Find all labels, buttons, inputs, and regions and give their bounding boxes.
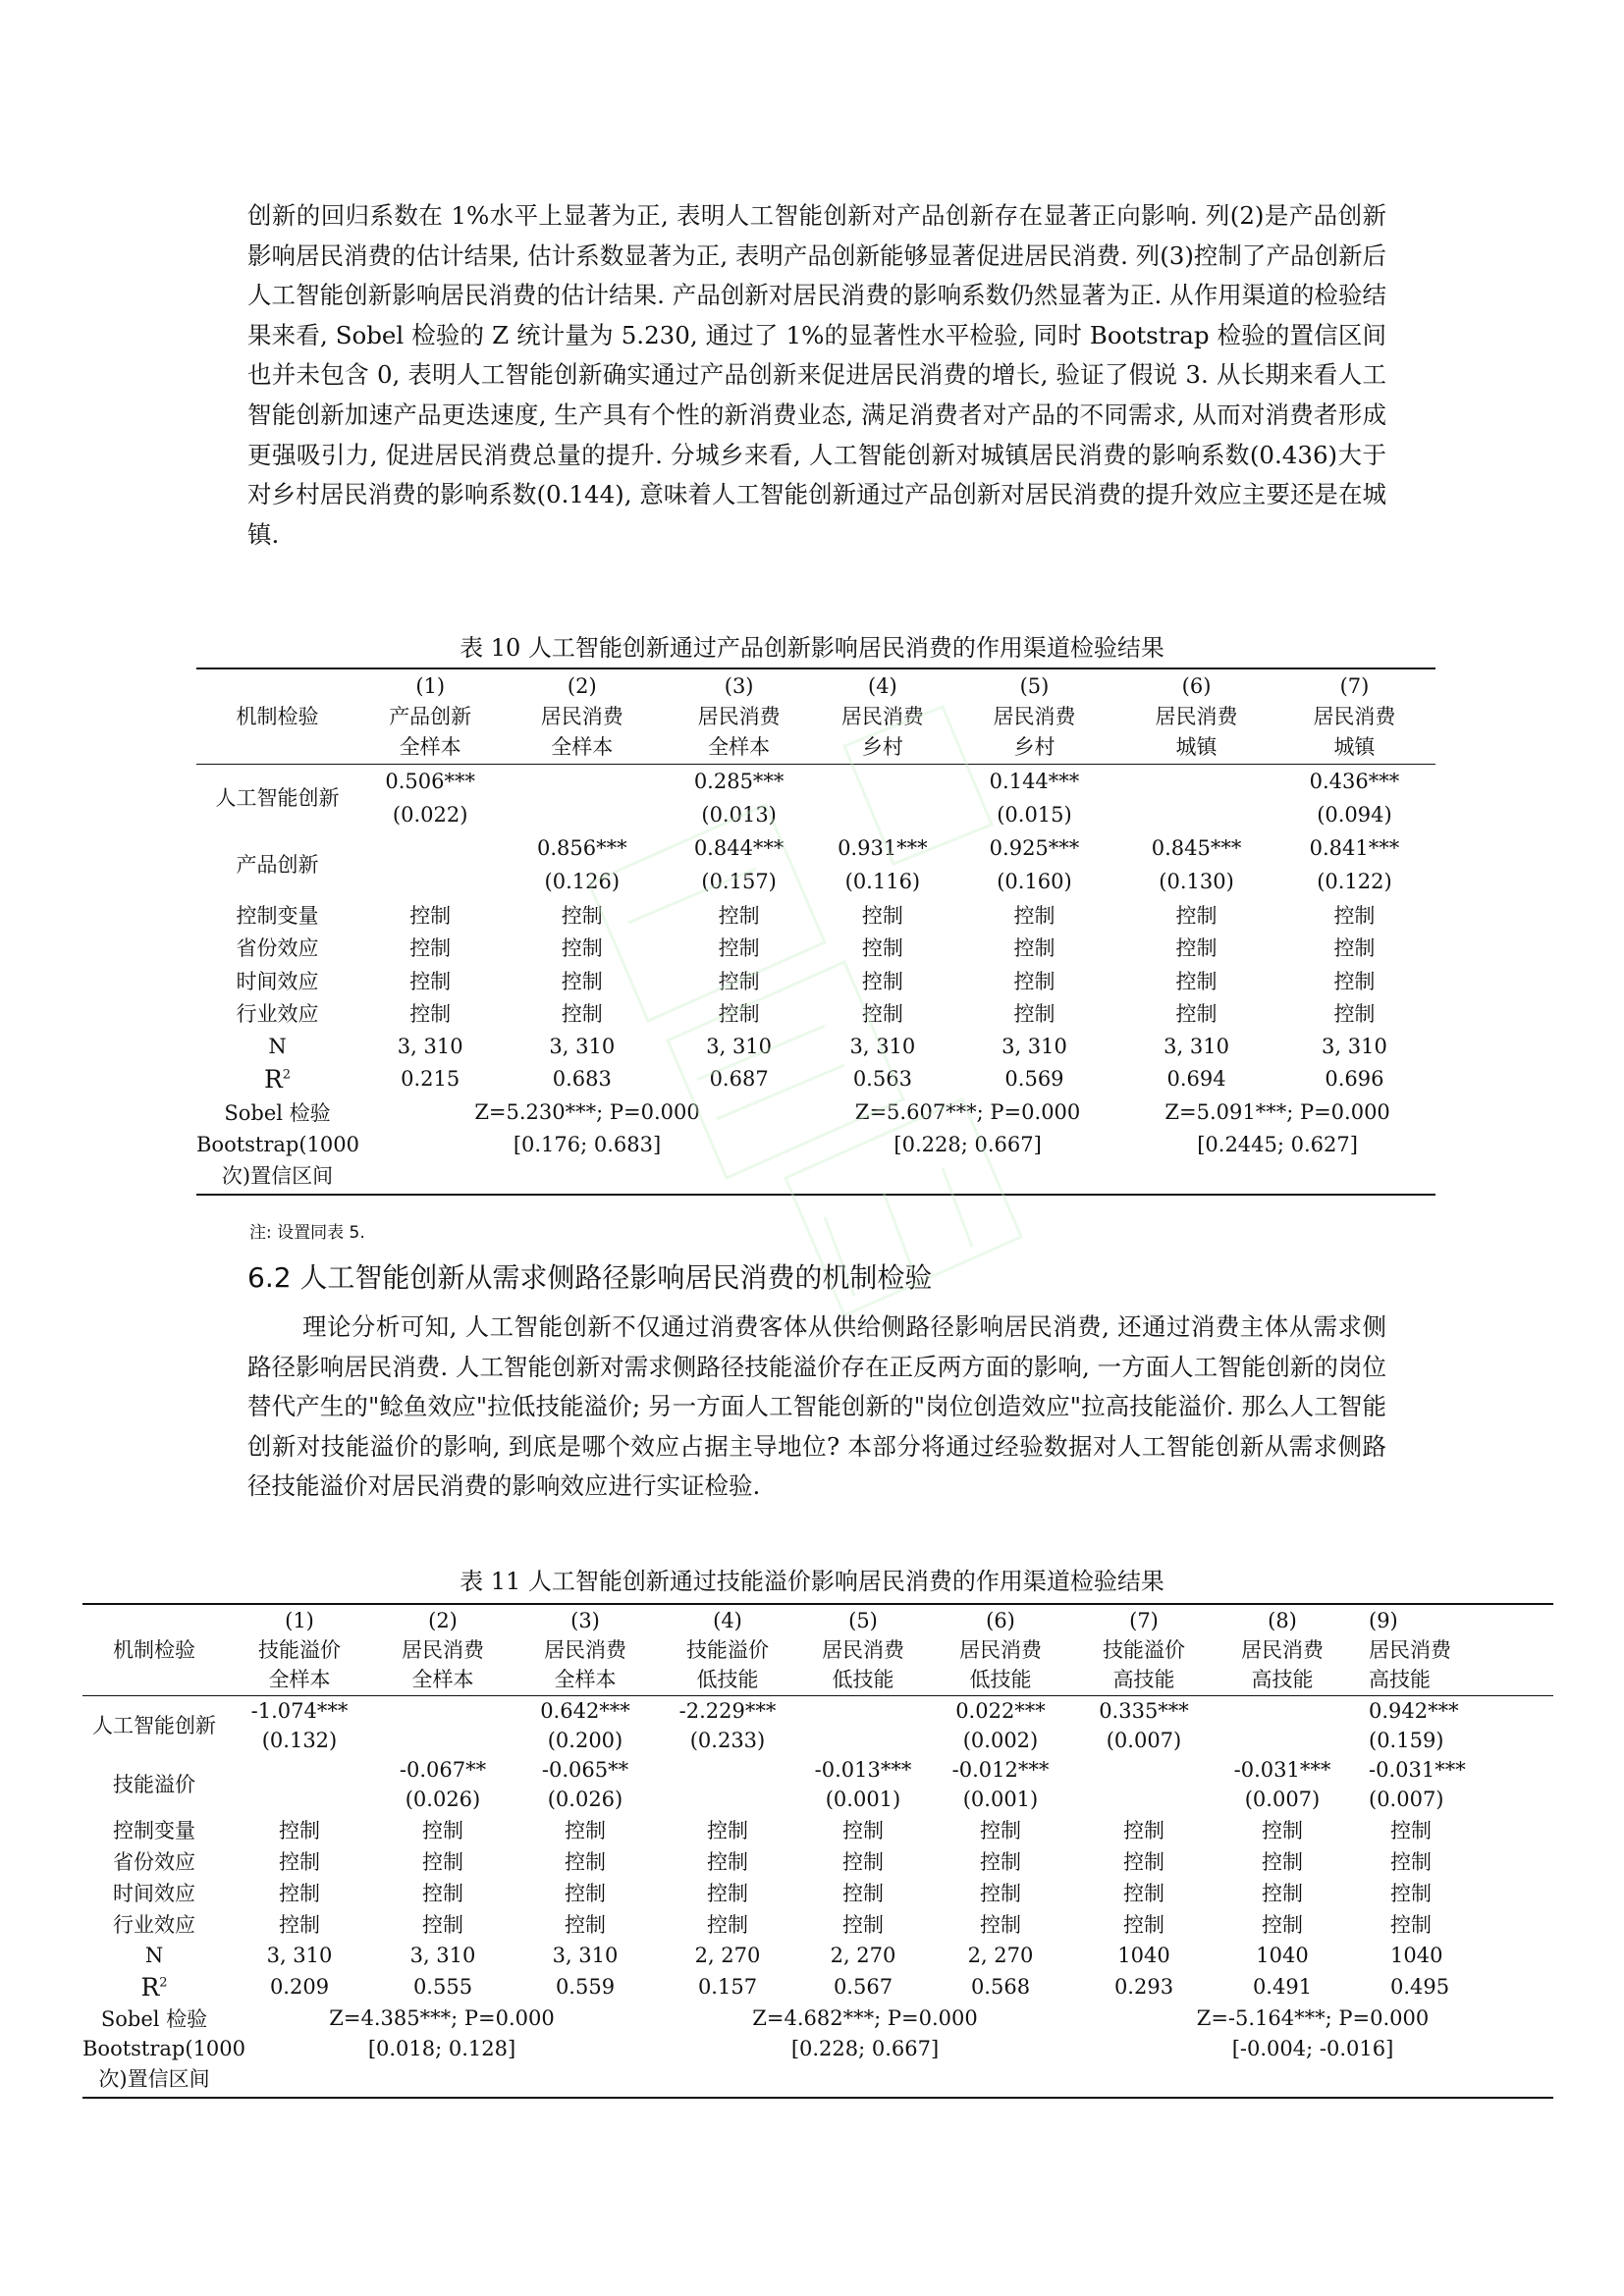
table-cell: 控制 xyxy=(565,1913,606,1937)
table-11-column-header: (3) 居民消费 全样本 xyxy=(513,1604,658,1696)
table-cell: 3, 310 xyxy=(1322,1034,1387,1058)
bootstrap-cell: [0.228; 0.667] xyxy=(790,2037,940,2060)
table-cell: 控制 xyxy=(842,1882,884,1905)
table-cell: 控制 xyxy=(561,936,603,961)
table-cell: 0.568 xyxy=(970,1975,1031,1999)
table-11-row-sobel xyxy=(82,2002,1553,2034)
coef-cell: -0.013*** (0.001) xyxy=(814,1758,912,1811)
table-cell: 0.563 xyxy=(852,1067,912,1092)
table-cell: 控制 xyxy=(842,1850,884,1874)
sobel-cell: Z=-5.164***; P=0.000 xyxy=(1196,2006,1430,2030)
table-cell: 2, 270 xyxy=(694,1944,761,1967)
table-11-row-n xyxy=(82,1940,1553,1971)
table-10-column-header: (7) 居民消费 城镇 xyxy=(1273,668,1435,765)
table-11-column-header: (6) 居民消费 低技能 xyxy=(929,1604,1072,1696)
table-cell: 控制 xyxy=(409,903,452,928)
row-label: 技能溢价 xyxy=(113,1773,195,1796)
table-cell: 3, 310 xyxy=(552,1944,619,1967)
table-cell: 控制 xyxy=(1333,903,1376,928)
table-cell: 控制 xyxy=(980,1882,1021,1905)
row-label: Sobel 检验 xyxy=(224,1100,331,1125)
table-cell: 3, 310 xyxy=(549,1034,616,1058)
coef-cell xyxy=(1216,1696,1349,1756)
table-11-row-r2 xyxy=(82,1971,1553,2002)
coef-cell: 0.022*** (0.002) xyxy=(955,1699,1046,1752)
table-cell: 控制 xyxy=(842,1819,884,1842)
table-cell: 控制 xyxy=(561,903,603,928)
body-paragraph-1: 创新的回归系数在 1%水平上显著为正, 表明人工智能创新对产品创新存在显著正向影响. 列(2)是产品创新影响居民消费的估计结果, 估计系数显著为正, 表明产品创新能够显著促进居民消费. 列(3)控制了产品创新后人工智能创新影响居民消费的估计结果. 产品创新对居民消费的影响系数仍然显著为正. 从作用渠道的检验结果来看, Sobel 检验的 Z 统计量为 5.230, 通过了 1%的显著性水平检验, 同时 Bootstrap 检验的置信区间也并未包含 0, 表明人工智能创新确实通过产品创新来促进居民消费的增长, 验证了假说 3. 从长期来看人工智能创新加速产品更迭速度, 生产具有个性的新消费业态, 满足消费者对产品的不同需求, 从而对消费者形成更强吸引力, 促进居民消费总量的提升. 分城乡来看, 人工智能创新对城镇居民消费的影响系数(0.436)大于对乡村居民消费的影响系数(0.144), 意味着人工智能创新通过产品创新对居民消费的提升效应主要还是在城镇. xyxy=(247,201,1386,549)
table-cell: 0.495 xyxy=(1390,1975,1450,1999)
coef-cell: 0.931*** (0.116) xyxy=(838,836,928,893)
coef-cell: 0.642*** (0.200) xyxy=(540,1699,630,1752)
table-10-header-row xyxy=(196,668,1435,765)
table-10-row-ai-innovation xyxy=(196,765,1435,832)
coef-cell: 0.285*** (0.013) xyxy=(693,770,785,827)
table-cell: 控制 xyxy=(861,903,903,928)
table-cell: 控制 xyxy=(1262,1850,1303,1874)
table-cell: 控制 xyxy=(861,936,903,961)
table-10-row-n xyxy=(196,1030,1435,1063)
row-label: 行业效应 xyxy=(113,1913,195,1937)
table-cell: 控制 xyxy=(1175,1002,1218,1027)
table-cell: 3, 310 xyxy=(706,1034,773,1058)
table-cell: 3, 310 xyxy=(266,1944,333,1967)
table-11-column-header: (7) 技能溢价 高技能 xyxy=(1072,1604,1216,1696)
coef-cell: 0.942*** (0.159) xyxy=(1369,1699,1459,1752)
coef-cell: -0.065** (0.026) xyxy=(541,1758,629,1811)
table-cell: 0.293 xyxy=(1113,1975,1174,1999)
table-10-note: 注: 设置同表 5. xyxy=(249,1223,365,1243)
bootstrap-cell: [0.2445; 0.627] xyxy=(1197,1132,1358,1156)
table-cell: 控制 xyxy=(707,1882,748,1905)
table-10-column-header: (4) 居民消费 乡村 xyxy=(816,668,949,765)
table-10-row-r2 xyxy=(196,1063,1435,1096)
table-cell: 2, 270 xyxy=(830,1944,896,1967)
table-cell: 控制 xyxy=(1123,1913,1164,1937)
coef-cell: 0.925*** (0.160) xyxy=(989,836,1080,893)
table-cell: 1040 xyxy=(1256,1944,1309,1967)
bootstrap-cell: [0.228; 0.667] xyxy=(893,1132,1042,1156)
table-11-column-header: (2) 居民消费 全样本 xyxy=(373,1604,513,1696)
table-cell: 控制 xyxy=(1333,1002,1376,1027)
row-label: N xyxy=(144,1944,164,1967)
table-cell: 控制 xyxy=(1333,969,1376,993)
table-10-column-header: (6) 居民消费 城镇 xyxy=(1119,668,1273,765)
table-cell: 控制 xyxy=(409,1002,452,1027)
coef-cell xyxy=(502,765,662,832)
table-10-column-header: (1) 产品创新 全样本 xyxy=(358,668,502,765)
table-10-caption: 表 10 人工智能创新通过产品创新影响居民消费的作用渠道检验结果 xyxy=(460,634,1164,662)
table-10-row-province-fe xyxy=(196,932,1435,965)
table-cell: 3, 310 xyxy=(397,1034,463,1058)
coef-cell: -1.074*** (0.132) xyxy=(250,1699,349,1752)
table-cell: 控制 xyxy=(422,1850,463,1874)
table-cell: 控制 xyxy=(1390,1882,1432,1905)
coef-cell: -2.229*** (0.233) xyxy=(678,1699,777,1752)
table-cell: 控制 xyxy=(842,1913,884,1937)
sobel-cell: Z=5.091***; P=0.000 xyxy=(1164,1099,1390,1124)
table-cell: 控制 xyxy=(1175,936,1218,961)
table-cell: 控制 xyxy=(279,1913,320,1937)
coef-cell xyxy=(226,1755,373,1814)
row-label: 行业效应 xyxy=(236,1002,319,1027)
table-cell: 控制 xyxy=(1013,903,1056,928)
table-11-caption: 表 11 人工智能创新通过技能溢价影响居民消费的作用渠道检验结果 xyxy=(460,1568,1164,1595)
coef-cell: 0.144*** (0.015) xyxy=(989,770,1080,827)
table-11-row-bootstrap xyxy=(82,2034,1553,2098)
table-cell: 控制 xyxy=(561,969,603,993)
section-heading: 6.2 人工智能创新从需求侧路径影响居民消费的机制检验 xyxy=(247,1261,933,1294)
body-paragraph-2: 理论分析可知, 人工智能创新不仅通过消费客体从供给侧路径影响居民消费, 还通过消费主体从需求侧路径影响居民消费. 人工智能创新对需求侧路径技能溢价存在正反两方面的影响, 一方面人工智能创新的岗位替代产生的"鲶鱼效应"拉低技能溢价; 另一方面人工智能创新的"岗位创造效应"拉高技能溢价. 那么人工智能创新对技能溢价的影响, 到底是哪个效应占据主导地位? 本部分将通过经验数据对人工智能创新从需求侧路径技能溢价对居民消费的影响效应进行实证检验. xyxy=(247,1312,1386,1501)
table-cell: 控制 xyxy=(707,1850,748,1874)
table-cell: 控制 xyxy=(1123,1819,1164,1842)
table-cell: 0.569 xyxy=(1004,1067,1064,1092)
coef-cell xyxy=(797,1696,929,1756)
table-cell: 0.209 xyxy=(269,1975,330,1999)
row-label: Bootstrap(1000 次)置信区间 xyxy=(196,1132,360,1188)
bootstrap-cell: [0.018; 0.128] xyxy=(367,2037,516,2060)
table-cell: 控制 xyxy=(422,1882,463,1905)
table-cell: 控制 xyxy=(980,1850,1021,1874)
coef-cell: -0.031*** (0.007) xyxy=(1233,1758,1331,1811)
coef-cell: -0.031*** (0.007) xyxy=(1369,1758,1466,1811)
table-11-row-province-fe xyxy=(82,1845,1553,1877)
row-label: 控制变量 xyxy=(236,903,319,928)
table-cell: 0.559 xyxy=(555,1975,616,1999)
table-10-column-header: (3) 居民消费 全样本 xyxy=(662,668,816,765)
row-label: 时间效应 xyxy=(236,969,319,993)
coef-cell xyxy=(658,1755,797,1814)
table-11-column-header: (4) 技能溢价 低技能 xyxy=(658,1604,797,1696)
row-label: $R^2$ xyxy=(263,1064,292,1094)
table-cell: 0.157 xyxy=(697,1975,758,1999)
table-cell: 控制 xyxy=(1013,969,1056,993)
table-cell: 控制 xyxy=(1333,936,1376,961)
table-10 xyxy=(196,667,1435,1196)
row-label: 省份效应 xyxy=(236,936,319,961)
coef-cell: 0.436*** (0.094) xyxy=(1309,770,1400,827)
table-cell: 控制 xyxy=(1262,1882,1303,1905)
table-cell: 控制 xyxy=(980,1913,1021,1937)
sobel-cell: Z=5.230***; P=0.000 xyxy=(474,1099,700,1124)
table-cell: 0.683 xyxy=(552,1067,612,1092)
table-11-row-skill-premium xyxy=(82,1755,1553,1814)
table-cell: 控制 xyxy=(1262,1913,1303,1937)
coef-cell xyxy=(358,831,502,898)
table-cell: 0.694 xyxy=(1166,1067,1226,1092)
table-cell: 控制 xyxy=(1013,936,1056,961)
coef-cell: 0.844*** (0.157) xyxy=(693,836,785,893)
coef-cell xyxy=(373,1696,513,1756)
table-11-header-row xyxy=(82,1604,1553,1696)
table-11-row-ai-innovation xyxy=(82,1696,1553,1756)
table-11-column-header: (5) 居民消费 低技能 xyxy=(797,1604,929,1696)
row-label: 时间效应 xyxy=(113,1882,195,1905)
row-label: 产品创新 xyxy=(236,853,319,877)
table-cell: 控制 xyxy=(565,1850,606,1874)
table-cell: 控制 xyxy=(409,969,452,993)
table-cell: 0.215 xyxy=(401,1067,460,1092)
sobel-cell: Z=5.607***; P=0.000 xyxy=(854,1099,1081,1124)
sobel-cell: Z=4.385***; P=0.000 xyxy=(329,2006,555,2030)
table-cell: 3, 310 xyxy=(1164,1034,1229,1058)
bootstrap-cell: [0.176; 0.683] xyxy=(513,1132,662,1156)
table-cell: 0.555 xyxy=(412,1975,473,1999)
row-label: Sobel 检验 xyxy=(100,2007,208,2031)
table-cell: 控制 xyxy=(422,1913,463,1937)
table-cell: 控制 xyxy=(1390,1819,1432,1842)
coef-cell: 0.841*** (0.122) xyxy=(1309,836,1400,893)
table-11-header-label: 机制检验 xyxy=(82,1604,226,1696)
table-10-row-product-innovation xyxy=(196,831,1435,898)
table-cell: 0.491 xyxy=(1252,1975,1313,1999)
coef-cell: 0.856*** (0.126) xyxy=(536,836,627,893)
row-label: 人工智能创新 xyxy=(92,1714,216,1737)
table-11-row-controls xyxy=(82,1814,1553,1845)
row-label: $R^2$ xyxy=(140,1972,168,2002)
table-cell: 0.696 xyxy=(1325,1067,1384,1092)
table-cell: 3, 310 xyxy=(1001,1034,1067,1058)
table-cell: 控制 xyxy=(279,1819,320,1842)
table-cell: 0.687 xyxy=(709,1067,769,1092)
table-cell: 1040 xyxy=(1390,1944,1443,1967)
table-11-row-time-fe xyxy=(82,1877,1553,1908)
coef-cell: 0.506*** (0.022) xyxy=(385,770,475,827)
coef-cell xyxy=(1072,1755,1216,1814)
table-cell: 控制 xyxy=(1123,1850,1164,1874)
coef-cell: -0.067** (0.026) xyxy=(399,1758,487,1811)
coef-cell: 0.845*** (0.130) xyxy=(1151,836,1242,893)
table-cell: 控制 xyxy=(1175,903,1218,928)
table-10-column-header: (5) 居民消费 乡村 xyxy=(949,668,1119,765)
table-cell: 控制 xyxy=(718,936,760,961)
table-11-row-industry-fe xyxy=(82,1908,1553,1940)
table-cell: 0.567 xyxy=(833,1975,893,1999)
table-cell: 控制 xyxy=(565,1819,606,1842)
row-label: 省份效应 xyxy=(113,1850,195,1874)
table-cell: 控制 xyxy=(1390,1850,1432,1874)
table-cell: 3, 310 xyxy=(849,1034,916,1058)
table-10-header-label: 机制检验 xyxy=(196,668,358,765)
table-cell: 控制 xyxy=(422,1819,463,1842)
table-cell: 控制 xyxy=(565,1882,606,1905)
table-cell: 控制 xyxy=(409,936,452,961)
coef-cell xyxy=(1119,765,1273,832)
table-10-column-header: (2) 居民消费 全样本 xyxy=(502,668,662,765)
row-label: N xyxy=(268,1034,287,1058)
table-cell: 1040 xyxy=(1117,1944,1170,1967)
table-cell: 控制 xyxy=(718,1002,760,1027)
table-cell: 控制 xyxy=(279,1882,320,1905)
bootstrap-cell: [-0.004; -0.016] xyxy=(1231,2037,1394,2060)
row-label: Bootstrap(1000 次)置信区间 xyxy=(82,2037,246,2091)
table-cell: 控制 xyxy=(980,1819,1021,1842)
coef-cell: -0.012*** (0.001) xyxy=(951,1758,1050,1811)
row-label: 人工智能创新 xyxy=(215,786,340,810)
table-cell: 控制 xyxy=(861,1002,903,1027)
table-cell: 控制 xyxy=(561,1002,603,1027)
table-cell: 控制 xyxy=(707,1913,748,1937)
table-10-row-time-fe xyxy=(196,964,1435,997)
table-11-column-header: (1) 技能溢价 全样本 xyxy=(226,1604,373,1696)
table-10-row-bootstrap xyxy=(196,1129,1435,1195)
table-cell: 2, 270 xyxy=(967,1944,1034,1967)
row-label: 控制变量 xyxy=(113,1819,195,1842)
table-cell: 控制 xyxy=(718,903,760,928)
table-cell: 控制 xyxy=(718,969,760,993)
table-11-column-header: (9) 居民消费 高技能 xyxy=(1349,1604,1553,1696)
table-10-row-controls xyxy=(196,898,1435,932)
table-cell: 控制 xyxy=(1013,1002,1056,1027)
table-cell: 控制 xyxy=(279,1850,320,1874)
table-10-row-sobel xyxy=(196,1095,1435,1129)
table-cell: 控制 xyxy=(1262,1819,1303,1842)
sobel-cell: Z=4.682***; P=0.000 xyxy=(752,2006,978,2030)
coef-cell xyxy=(816,765,949,832)
coef-cell: 0.335*** (0.007) xyxy=(1099,1699,1189,1752)
table-cell: 控制 xyxy=(1123,1882,1164,1905)
table-cell: 控制 xyxy=(707,1819,748,1842)
table-11-column-header: (8) 居民消费 高技能 xyxy=(1216,1604,1349,1696)
table-cell: 控制 xyxy=(1390,1913,1432,1937)
table-cell: 控制 xyxy=(861,969,903,993)
table-11 xyxy=(82,1603,1553,2099)
table-10-row-industry-fe xyxy=(196,997,1435,1031)
table-cell: 控制 xyxy=(1175,969,1218,993)
table-cell: 3, 310 xyxy=(409,1944,476,1967)
